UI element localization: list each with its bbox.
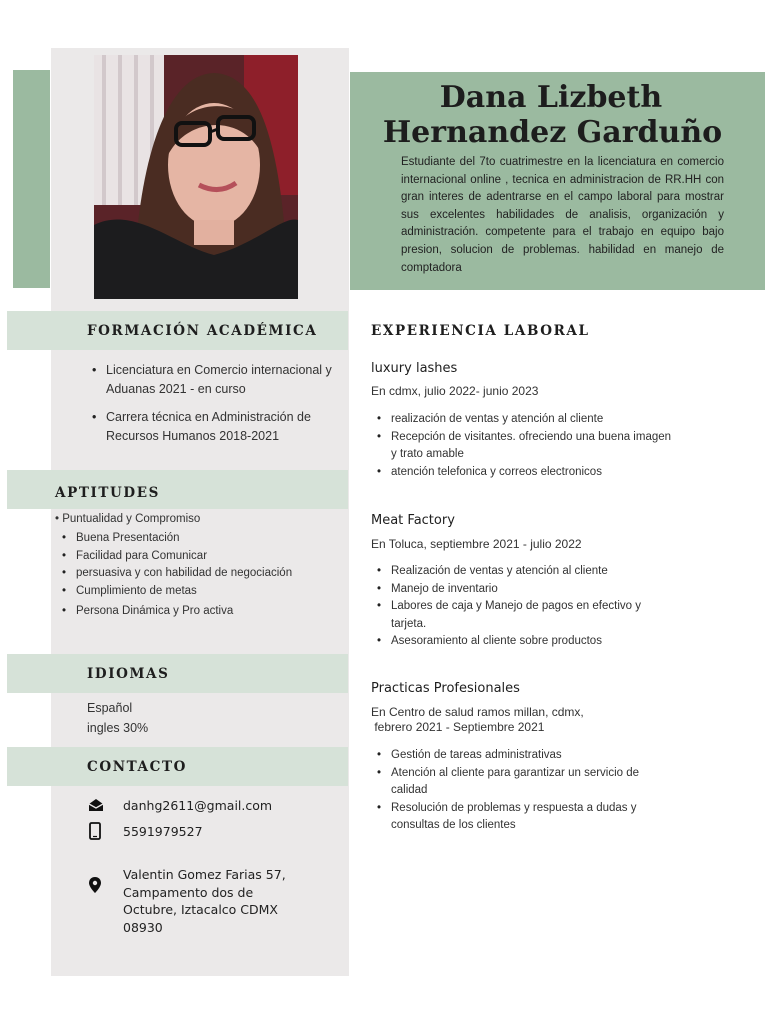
contact-phone[interactable]: 5591979527	[123, 824, 203, 839]
skills-list	[62, 530, 312, 621]
list-item: • Resolución de problemas y respuesta a dudas y consultas de los clientes	[377, 800, 672, 835]
location-pin-icon	[88, 876, 104, 892]
list-item: • Facilidad para Comunicar	[62, 548, 312, 566]
job-details: En Toluca, septiembre 2021 - julio 2022	[371, 537, 582, 551]
job-details	[371, 705, 584, 735]
languages-title: IDIOMAS	[87, 666, 170, 682]
job-tasks	[377, 411, 672, 481]
contact-address	[123, 866, 286, 936]
list-item: • Atención al cliente para garantizar un servicio de calidad	[377, 765, 672, 800]
languages-section-band	[7, 654, 348, 693]
job-details: En cdmx, julio 2022- junio 2023	[371, 384, 539, 398]
name-first-line: Dana Lizbeth	[439, 80, 663, 115]
contact-title: CONTACTO	[87, 759, 187, 775]
language-item: ingles 30%	[87, 721, 149, 735]
education-title: FORMACIÓN ACADÉMICA	[87, 323, 318, 339]
list-item: • persuasiva y con habilidad de negociación	[62, 565, 312, 583]
list-item: • Recepción de visitantes. ofreciendo una buena imagen y trato amable	[377, 429, 672, 464]
name-second-line: Hernandez Garduño	[382, 115, 723, 150]
envelope-icon	[88, 797, 104, 813]
job-company: luxury lashes	[371, 361, 458, 376]
list-item: • Carrera técnica en Administración de Recursos Humanos 2018-2021	[92, 408, 340, 446]
education-list	[92, 361, 340, 455]
list-item: • realización de ventas y atención al cliente	[377, 411, 672, 429]
address-line: Valentin Gomez Farias 57,	[123, 867, 286, 882]
address-line: 08930	[123, 919, 163, 935]
phone-icon	[89, 822, 105, 838]
profile-summary: Estudiante del 7to cuatrimestre en la licenciatura en comercio internacional online , tecnica en administracion de RR.HH con gran interes de adentrarse en el campo laboral para mostrar sus excelentes habilidades de analisis, organización y administración. competente para el trabajo en equipo bajo presion, solucion de problemas. habilidad en manejo de comptadora	[401, 156, 724, 274]
list-item: • Realización de ventas y atención al cliente	[377, 563, 672, 581]
list-item: • Manejo de inventario	[377, 581, 672, 599]
job-company: Practicas Profesionales	[371, 681, 520, 696]
language-item: Español	[87, 701, 133, 715]
list-item: • atención telefonica y correos electronicos	[377, 464, 672, 482]
left-accent-block	[13, 70, 50, 288]
profile-photo	[94, 55, 298, 299]
list-item: • Labores de caja y Manejo de pagos en efectivo y tarjeta.	[377, 598, 672, 633]
address-line: Campamento dos de	[123, 884, 254, 900]
job-tasks	[377, 563, 672, 651]
address-line: Octubre, Iztacalco CDMX	[123, 902, 278, 917]
list-item: • Licenciatura en Comercio internacional y Aduanas 2021 - en curso	[92, 361, 340, 399]
list-item: • Buena Presentación	[62, 530, 312, 548]
skills-title: APTITUDES	[55, 485, 160, 501]
list-item: • Asesoramiento al cliente sobre productos	[377, 633, 672, 651]
skill-first-item: • Puntualidad y Compromiso	[55, 513, 201, 525]
job-detail-line: febrero 2021 - Septiembre 2021	[371, 720, 545, 734]
job-company: Meat Factory	[371, 513, 455, 528]
list-item: • Cumplimiento de metas	[62, 583, 312, 601]
list-item: • Gestión de tareas administrativas	[377, 747, 672, 765]
contact-email[interactable]: danhg2611@gmail.com	[123, 798, 273, 813]
experience-title: EXPERIENCIA LABORAL	[371, 323, 590, 339]
list-item: • Persona Dinámica y Pro activa	[62, 603, 312, 621]
job-detail-line: En Centro de salud ramos millan, cdmx,	[371, 705, 584, 719]
job-tasks	[377, 747, 672, 835]
